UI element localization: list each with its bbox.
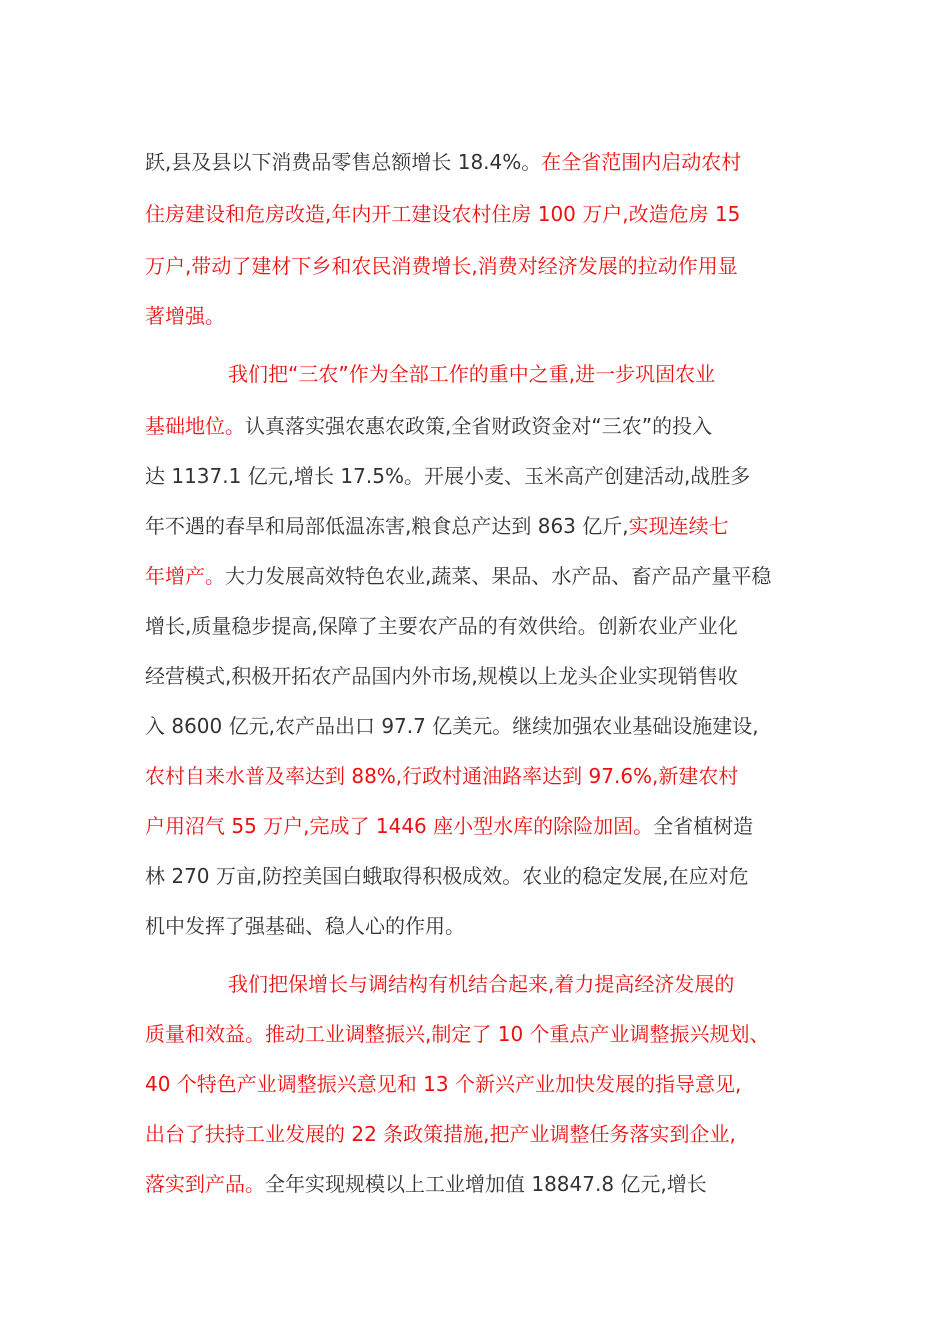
body-text: 经营模式,积极开拓农产品国内外市场,规模以上龙头企业实现销售收 — [145, 664, 738, 688]
highlighted-text: 我们把“三农”作为全部工作的重中之重,进一步巩固农业 — [228, 362, 716, 386]
body-text: 机中发挥了强基础、稳人心的作用。 — [145, 914, 465, 938]
text-line — [145, 143, 835, 195]
body-text: 大力发展高效特色农业,蔬菜、果品、水产品、畜产品产量平稳 — [225, 564, 772, 588]
text-line — [145, 857, 835, 907]
body-text: 认真落实强农惠农政策,全省财政资金对“三农”的投入 — [245, 414, 713, 438]
text-line — [145, 807, 835, 857]
highlighted-text: 落实到产品。 — [145, 1172, 265, 1196]
body-text: 全年实现规模以上工业增加值 18847.8 亿元,增长 — [265, 1172, 707, 1196]
text-line — [145, 247, 835, 297]
paragraph — [145, 965, 835, 1215]
paragraph — [145, 355, 835, 957]
highlighted-text: 质量和效益。推动工业调整振兴,制定了 10 个重点产业调整振兴规划、 — [145, 1022, 770, 1046]
highlighted-text: 实现连续七 — [628, 514, 729, 538]
text-line — [145, 607, 835, 657]
highlighted-text: 40 个特色产业调整振兴意见和 13 个新兴产业加快发展的指导意见, — [145, 1072, 742, 1096]
highlighted-text: 万户,带动了建材下乡和农民消费增长,消费对经济发展的拉动作用显 — [145, 254, 738, 278]
text-line — [145, 297, 835, 347]
highlighted-text: 我们把保增长与调结构有机结合起来,着力提高经济发展的 — [228, 972, 735, 996]
highlighted-text: 著增强。 — [145, 304, 225, 328]
highlighted-text: 农村自来水普及率达到 88%,行政村通油路率达到 97.6%,新建农村 — [145, 764, 739, 788]
text-line — [145, 965, 835, 1015]
text-line — [145, 707, 835, 757]
body-text: 林 270 万亩,防控美国白蛾取得积极成效。农业的稳定发展,在应对危 — [145, 864, 749, 888]
body-text: 增长,质量稳步提高,保障了主要农产品的有效供给。创新农业产业化 — [145, 614, 738, 638]
body-text: 入 8600 亿元,农产品出口 97.7 亿美元。继续加强农业基础设施建设, — [145, 714, 759, 738]
text-line — [145, 195, 835, 247]
highlighted-text: 在全省范围内启动农村 — [541, 150, 742, 174]
body-text: 年不遇的春旱和局部低温冻害,粮食总产达到 863 亿斤, — [145, 514, 629, 538]
highlighted-text: 户用沼气 55 万户,完成了 1446 座小型水库的除险加固。 — [145, 814, 654, 838]
text-line — [145, 1115, 835, 1165]
text-line — [145, 355, 835, 407]
text-line — [145, 1015, 835, 1065]
text-line — [145, 757, 835, 807]
paragraph — [145, 143, 835, 347]
text-line — [145, 1165, 835, 1215]
highlighted-text: 出台了扶持工业发展的 22 条政策措施,把产业调整任务落实到企业, — [145, 1122, 736, 1146]
text-line — [145, 907, 835, 957]
text-line — [145, 657, 835, 707]
document-body — [145, 143, 835, 1215]
text-line — [145, 557, 835, 607]
highlighted-text: 基础地位。 — [145, 414, 245, 438]
text-line — [145, 507, 835, 557]
body-text: 全省植树造 — [653, 814, 754, 838]
text-line — [145, 457, 835, 507]
highlighted-text: 年增产。 — [145, 564, 225, 588]
text-line — [145, 407, 835, 457]
highlighted-text: 住房建设和危房改造,年内开工建设农村住房 100 万户,改造危房 15 — [145, 202, 741, 226]
body-text: 达 1137.1 亿元,增长 17.5%。开展小麦、玉米高产创建活动,战胜多 — [145, 464, 751, 488]
text-line — [145, 1065, 835, 1115]
body-text: 跃,县及县以下消费品零售总额增长 18.4%。 — [145, 150, 542, 174]
